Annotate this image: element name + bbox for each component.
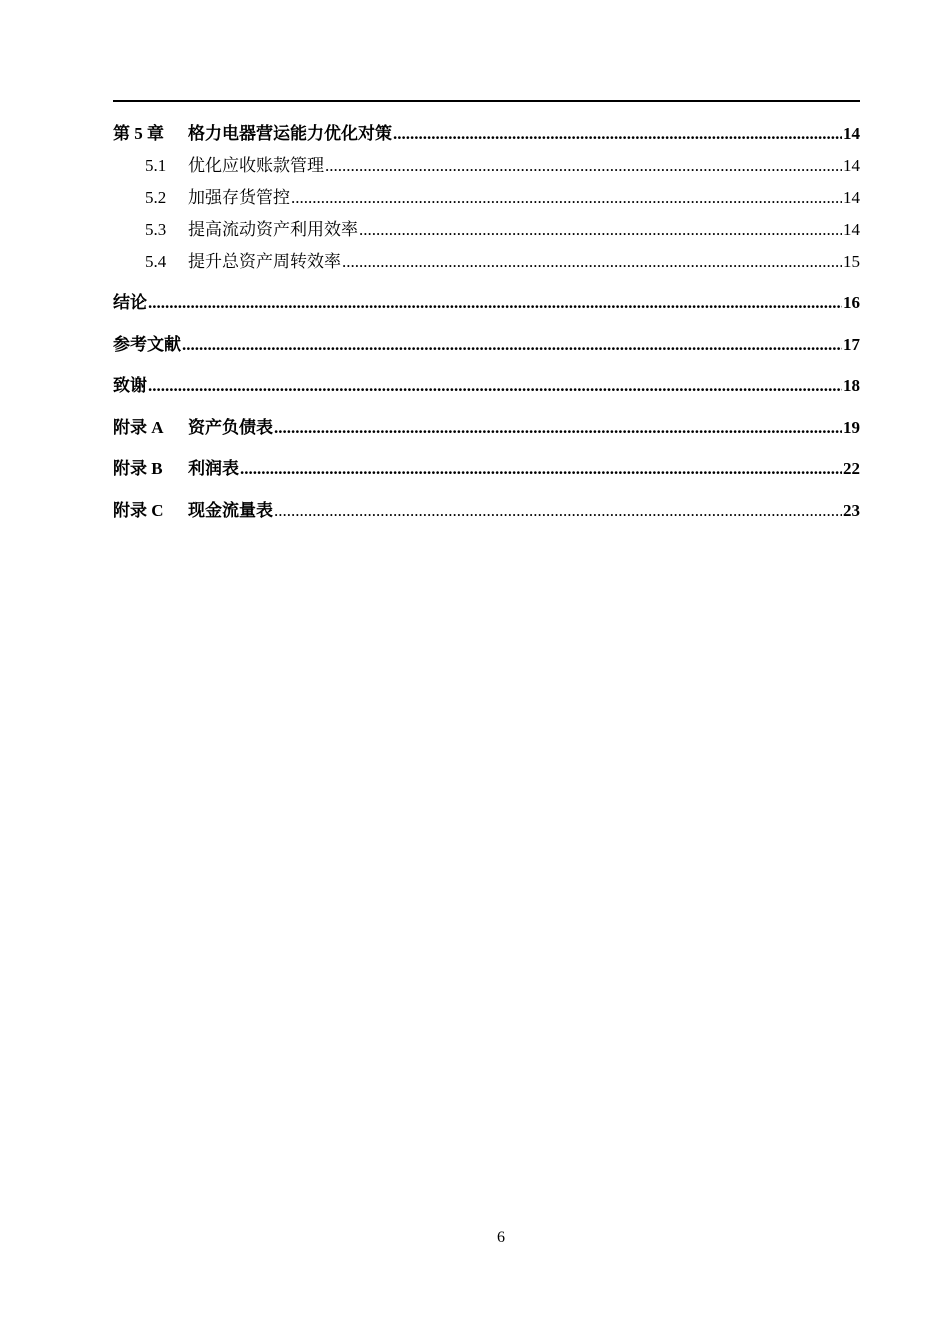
- toc-entry-page: 14: [843, 220, 860, 239]
- toc-entry-number: 附录 C: [113, 501, 164, 520]
- toc-entry-number: 5.4: [145, 252, 167, 271]
- toc-entry-acknowledgements[interactable]: [113, 374, 860, 398]
- toc-entry-page: 23: [843, 501, 860, 520]
- page-number: 6: [497, 1229, 505, 1246]
- toc-entry-page: 18: [843, 376, 860, 395]
- toc-entry-number: 附录 B: [113, 459, 163, 478]
- toc-entry-title: 参考文献: [113, 335, 181, 354]
- toc-entry-title: 优化应收账款管理: [188, 156, 324, 175]
- toc-dot-leader: [274, 416, 842, 440]
- toc-entry-page: 19: [843, 418, 860, 437]
- toc-entry-section-5-4[interactable]: [113, 250, 860, 274]
- toc-entry-page: 15: [843, 252, 860, 271]
- toc-entry-chapter-5[interactable]: [113, 122, 860, 146]
- toc-entry-number: 附录 A: [113, 418, 164, 437]
- toc-entry-title: 利润表: [188, 459, 239, 478]
- toc-entry-page: 14: [843, 188, 860, 207]
- toc-entry-title: 提高流动资产利用效率: [188, 220, 358, 239]
- toc-entry-title: 加强存货管控: [188, 188, 290, 207]
- toc-dot-leader: [240, 457, 842, 481]
- toc-dot-leader: [342, 250, 842, 274]
- toc-entry-number: 5.1: [145, 156, 167, 175]
- toc-dot-leader: [393, 122, 842, 146]
- toc-entry-title: 现金流量表: [188, 501, 273, 520]
- toc-entry-title: 致谢: [113, 376, 147, 395]
- toc-entry-page: 17: [843, 335, 860, 354]
- toc-dot-leader: [291, 186, 842, 210]
- toc-entry-number: 5.3: [145, 220, 167, 239]
- toc-entry-references[interactable]: [113, 333, 860, 357]
- toc-dot-leader: [182, 333, 842, 357]
- toc-entry-title: 提升总资产周转效率: [188, 252, 341, 271]
- toc-dot-leader: [274, 499, 842, 523]
- toc-entry-conclusion[interactable]: [113, 291, 860, 315]
- toc-entry-page: 14: [843, 124, 860, 143]
- toc-entry-section-5-2[interactable]: [113, 186, 860, 210]
- toc-dot-leader: [359, 218, 842, 242]
- header-rule: [113, 100, 860, 102]
- toc-dot-leader: [325, 154, 842, 178]
- table-of-contents: [113, 116, 860, 523]
- toc-entry-title: 格力电器营运能力优化对策: [188, 124, 392, 143]
- toc-entry-section-5-1[interactable]: [113, 154, 860, 178]
- toc-entry-title: 资产负债表: [188, 418, 273, 437]
- toc-entry-section-5-3[interactable]: [113, 218, 860, 242]
- toc-entry-title: 结论: [113, 293, 147, 312]
- toc-entry-appendix-a[interactable]: [113, 416, 860, 440]
- toc-dot-leader: [148, 291, 842, 315]
- toc-entry-page: 22: [843, 459, 860, 478]
- toc-entry-appendix-b[interactable]: [113, 457, 860, 481]
- toc-entry-page: 14: [843, 156, 860, 175]
- toc-dot-leader: [148, 374, 842, 398]
- toc-entry-appendix-c[interactable]: [113, 499, 860, 523]
- toc-entry-number: 5.2: [145, 188, 167, 207]
- toc-entry-page: 16: [843, 293, 860, 312]
- toc-entry-number: 第 5 章: [113, 124, 164, 143]
